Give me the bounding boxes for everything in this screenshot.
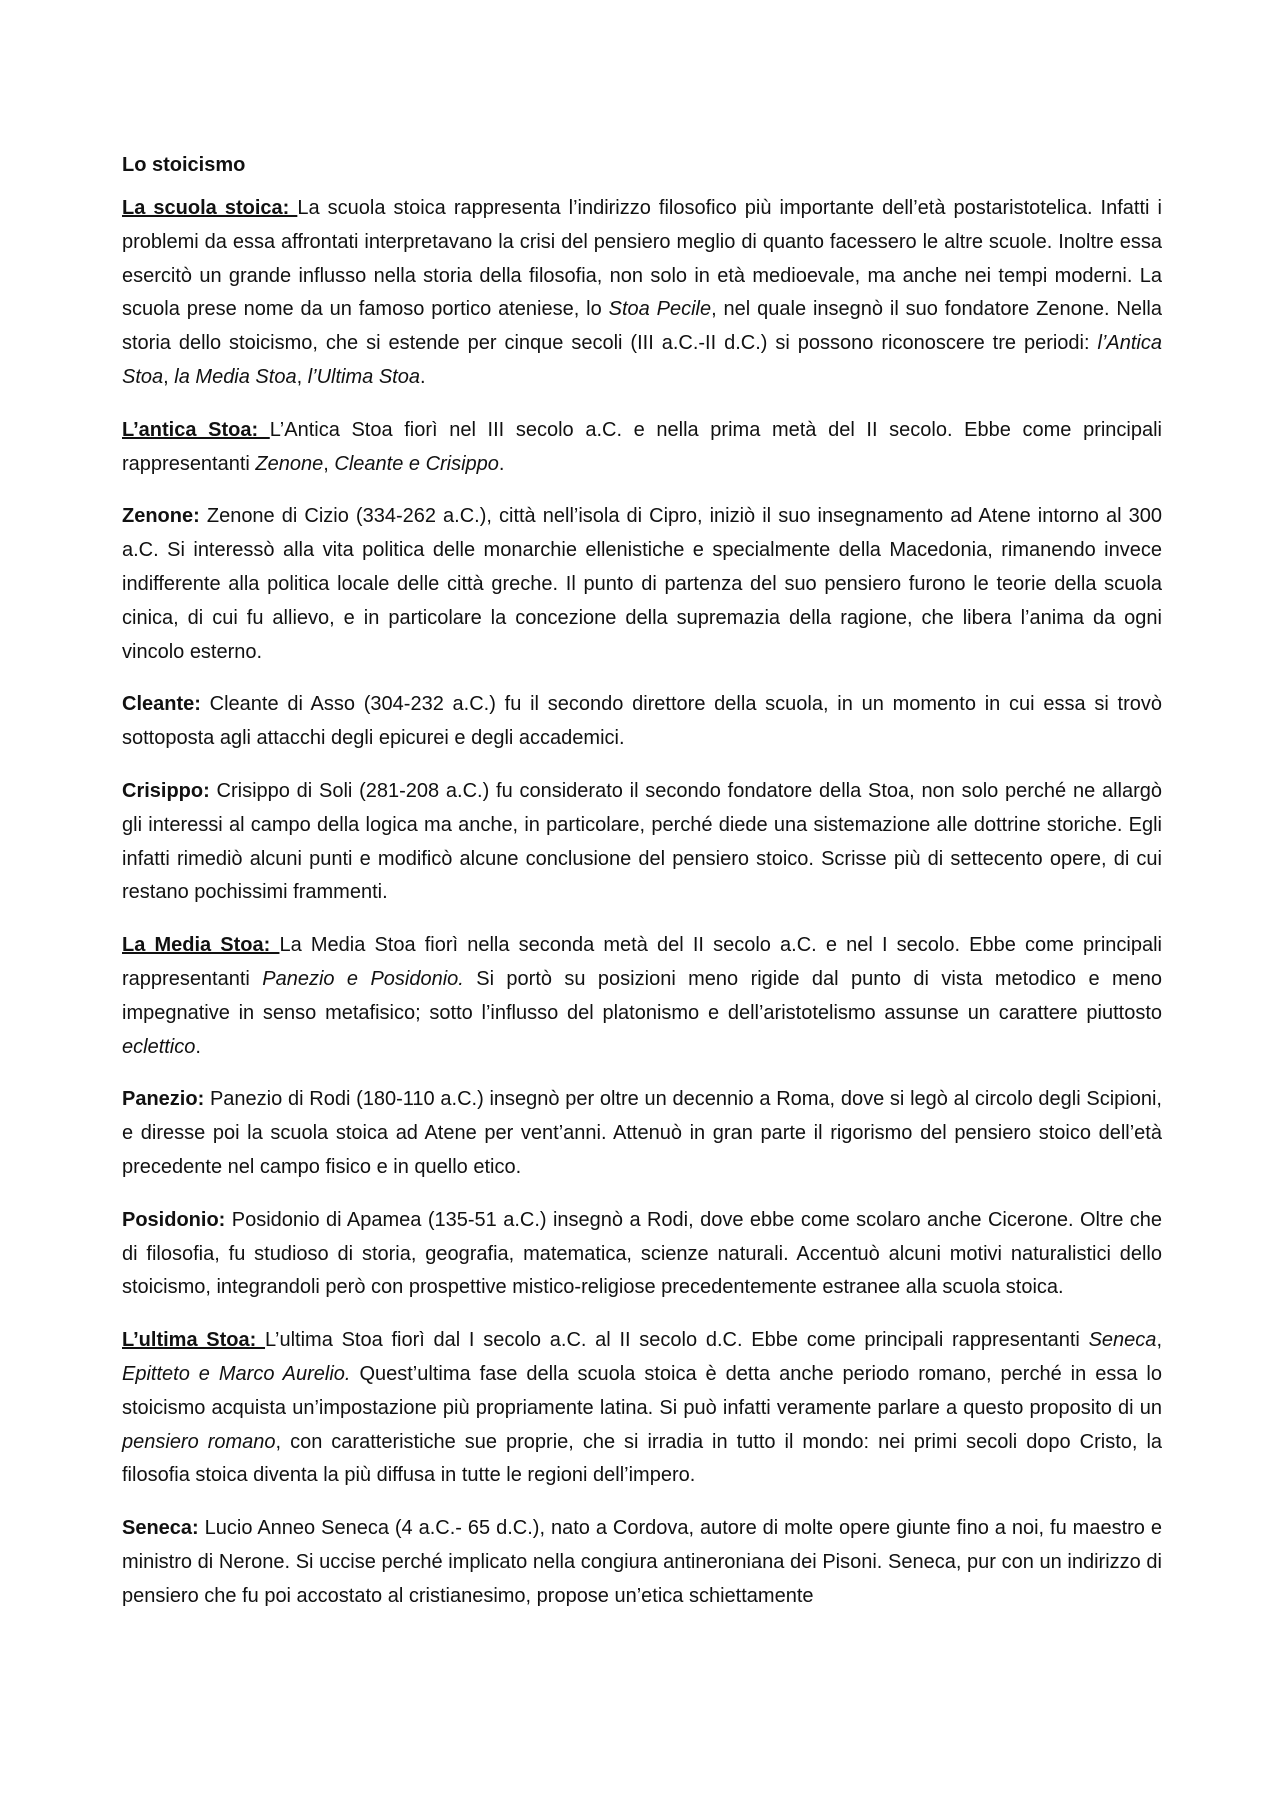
person-heading: Posidonio: <box>122 1208 226 1231</box>
paragraph-cleante <box>122 688 1162 756</box>
paragraph-media-stoa <box>122 929 1162 1064</box>
body-text: Si portò su posizioni meno rigide dal punto di vista metodico e meno impegnative in senso metafisico; sotto l’influsso del platonismo e dell’aristotelismo assunse un carattere piuttosto <box>122 967 1162 1024</box>
paragraph-scuola-stoica <box>122 192 1162 395</box>
body-text: La Media Stoa fiorì nella seconda metà del II secolo a.C. e nel I secolo. Ebbe come principali rappresentanti <box>122 934 1162 990</box>
italic-term: pensiero romano <box>122 1430 276 1453</box>
body-text: Posidonio di Apamea (135-51 a.C.) insegnò a Rodi, dove ebbe come scolaro anche Cicerone. Oltre che di filosofia, fu studioso di storia, geografia, matematica, scienze naturali. Accentuò alcuni motivi naturalistici dello stoicismo, integrandoli però con prospettive mistico-religiose precedentemente estranee alla scuola stoica. <box>122 1208 1162 1299</box>
body-text: Quest’ultima fase della scuola stoica è detta anche periodo romano, perché in essa lo stoicismo acquista un’impostazione più propriamente latina. Si può infatti veramente parlare a questo proposito di un <box>122 1362 1162 1419</box>
body-text: Lucio Anneo Seneca (4 a.C.- 65 d.C.), nato a Cordova, autore di molte opere giunte fino a noi, fu maestro e ministro di Nerone. Si uccise perché implicato nella congiura antineroniana dei Pisoni. Seneca, pur con un indirizzo di pensiero che fu poi accostato al cristianesimo, propose un’etica schiettamente <box>122 1517 1162 1607</box>
body-text: , nel quale insegnò il suo fondatore Zenone. Nella storia dello stoicismo, che si estende per cinque secoli (III a.C.-II d.C.) si possono riconoscere tre periodi: <box>122 298 1162 355</box>
italic-term: Zenone <box>255 452 324 475</box>
italic-term: Epitteto e Marco Aurelio. <box>122 1362 351 1385</box>
body-text: , <box>1156 1329 1162 1352</box>
italic-term: Stoa Pecile <box>608 298 712 321</box>
person-heading: Seneca: <box>122 1517 199 1540</box>
body-text: Zenone di Cizio (334-262 a.C.), città nell’isola di Cipro, iniziò il suo insegnamento ad Atene intorno al 300 a.C. Si interessò alla vita politica delle monarchie ellenistiche e specialmente della Macedonia, rimanendo invece indifferente alla politica locale delle città greche. Il punto di partenza del suo pensiero furono le teorie della scuola cinica, di cui fu allievo, e in particolare la concezione della supremazia della ragione, che libera l’anima da ogni vincolo esterno. <box>122 505 1162 663</box>
body-text: L’ultima Stoa fiorì dal I secolo a.C. al II secolo d.C. Ebbe come principali rappresentanti <box>265 1329 1089 1352</box>
body-text: . <box>195 1035 201 1058</box>
paragraph-panezio <box>122 1083 1162 1184</box>
italic-term: eclettico <box>122 1035 196 1058</box>
body-text: , <box>296 365 308 388</box>
italic-term: la Media Stoa <box>174 365 297 388</box>
body-text: Crisippo di Soli (281-208 a.C.) fu considerato il secondo fondatore della Stoa, non solo perché ne allargò gli interessi al campo della logica ma anche, in particolare, perché diede una sistemazione alle dottrine storiche. Egli infatti rimediò alcuni punti e modificò alcune conclusione del pensiero stoico. Scrisse più di settecento opere, di cui restano pochissimi frammenti. <box>122 779 1162 904</box>
body-text: , con caratteristiche sue proprie, che si irradia in tutto il mondo: nei primi secoli dopo Cristo, la filosofia stoica diventa la più diffusa in tutte le regioni dell’impero. <box>122 1430 1163 1487</box>
body-text: Panezio di Rodi (180-110 a.C.) insegnò per oltre un decennio a Roma, dove si legò al circolo degli Scipioni, e diresse poi la scuola stoica ad Atene per vent’anni. Attenuò in gran parte il rigorismo del pensiero stoico dell’età precedente nel campo fisico e in quello etico. <box>122 1088 1162 1178</box>
paragraph-antica-stoa <box>122 414 1162 482</box>
italic-term: Panezio e Posidonio. <box>262 967 464 990</box>
body-text: L’Antica Stoa fiorì nel III secolo a.C. e nella prima metà del II secolo. Ebbe come principali rappresentanti <box>122 418 1162 475</box>
paragraph-posidonio <box>122 1204 1162 1305</box>
italic-term: Seneca <box>1088 1329 1157 1352</box>
body-text: . <box>498 452 505 475</box>
body-text: . <box>419 365 426 388</box>
section-heading: La scuola stoica: <box>122 197 298 219</box>
person-heading: Zenone: <box>122 505 200 528</box>
document-page <box>122 148 1162 1632</box>
paragraph-zenone <box>122 500 1162 669</box>
section-heading: La Media Stoa: <box>122 934 280 957</box>
section-heading: L’ultima Stoa: <box>122 1329 266 1352</box>
body-text: Cleante di Asso (304-232 a.C.) fu il secondo direttore della scuola, in un momento in cui essa si trovò sottoposta agli attacchi degli epicurei e degli accademici. <box>122 693 1162 750</box>
section-heading: L’antica Stoa: <box>122 418 270 441</box>
paragraph-ultima-stoa <box>122 1324 1162 1493</box>
person-heading: Panezio: <box>122 1088 205 1111</box>
body-text: , <box>163 365 175 388</box>
body-text: , <box>323 452 335 475</box>
person-heading: Cleante: <box>122 693 201 716</box>
italic-term: Cleante e Crisippo <box>334 452 499 475</box>
paragraph-crisippo <box>122 775 1162 910</box>
person-heading: Crisippo: <box>122 779 210 802</box>
italic-term: l’Ultima Stoa <box>307 365 420 388</box>
italic-term: l’Antica Stoa <box>122 332 1162 388</box>
paragraph-seneca <box>122 1512 1162 1613</box>
page-title: Lo stoicismo <box>122 154 246 176</box>
body-text: La scuola stoica rappresenta l’indirizzo filosofico più importante dell’età postaristotelica. Infatti i problemi da essa affrontati interpretavano la crisi del pensiero meglio di quanto facessero le altre scuole. Inoltre essa esercitò un grande influsso nella storia della filosofia, non solo in età medioevale, ma anche nei tempi moderni. La scuola prese nome da un famoso portico ateniese, lo <box>122 197 1162 321</box>
